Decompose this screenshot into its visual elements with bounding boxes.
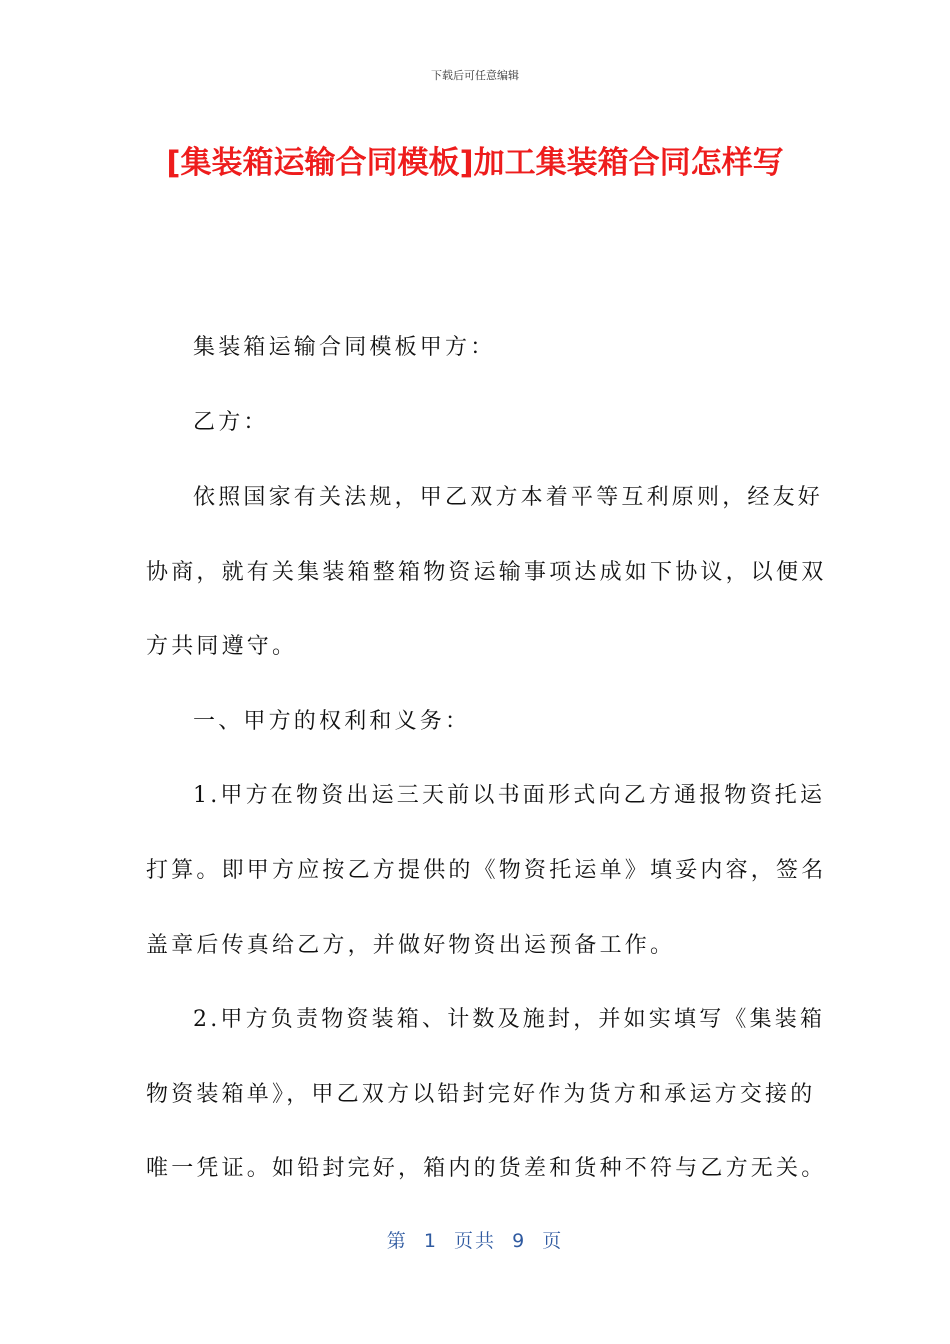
page-number-footer: 第 1 页共 9 页: [386, 1230, 564, 1252]
section-heading: 一、甲方的权利和义务：: [193, 709, 471, 734]
body-line: 协商，就有关集装箱整箱物资运输事项达成如下协议，以便双: [146, 560, 827, 585]
body-line: 物资装箱单》，甲乙双方以铅封完好作为货方和承运方交接的: [146, 1082, 816, 1107]
party-b-line: 乙方：: [193, 410, 269, 435]
header-note: 下载后可任意编辑: [431, 69, 519, 82]
body-line: 打算。即甲方应按乙方提供的《物资托运单》填妥内容，签名: [146, 858, 827, 883]
body-line: 方共同遵守。: [146, 634, 298, 659]
body-line: 盖章后传真给乙方，并做好物资出运预备工作。: [146, 933, 676, 958]
party-a-line: 集装箱运输合同模板甲方：: [193, 335, 496, 360]
body-line: 依照国家有关法规，甲乙双方本着平等互利原则，经友好: [193, 485, 824, 510]
body-line: 2.甲方负责物资装箱、计数及施封，并如实填写《集装箱: [193, 1007, 826, 1032]
body-line: 唯一凭证。如铅封完好，箱内的货差和货种不符与乙方无关。: [146, 1156, 827, 1181]
body-line: 1.甲方在物资出运三天前以书面形式向乙方通报物资托运: [193, 783, 826, 808]
document-title: [集装箱运输合同模板]加工集装箱合同怎样写: [166, 145, 784, 181]
